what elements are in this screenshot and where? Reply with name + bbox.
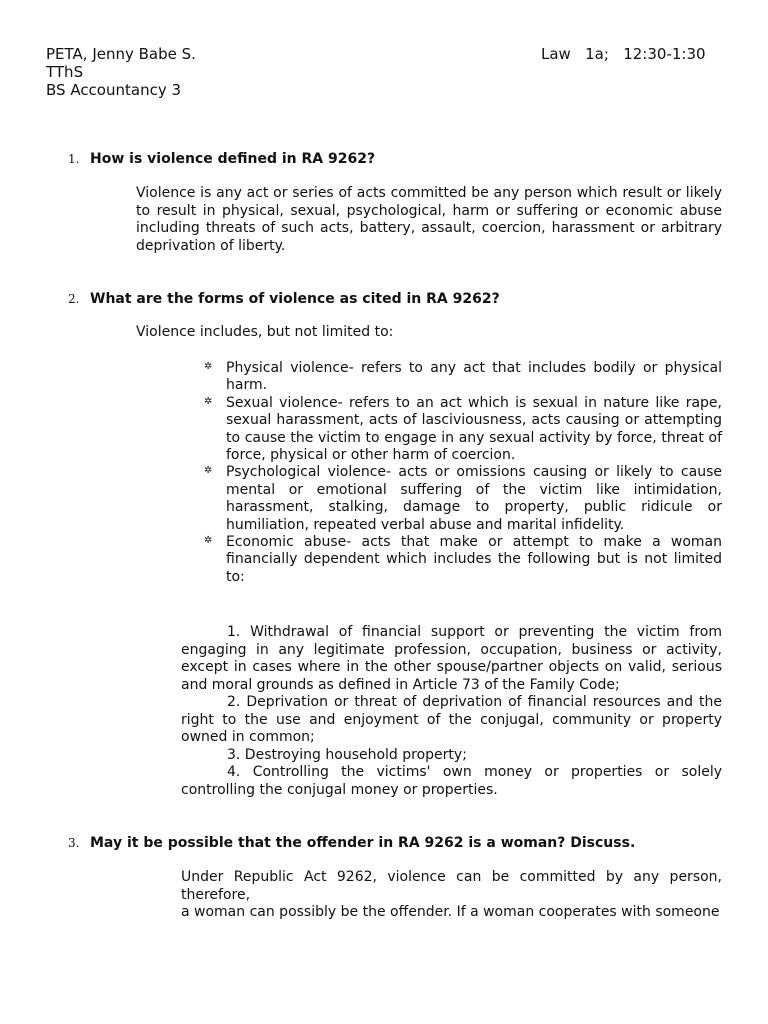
list-item [204, 360, 722, 395]
list-item: 2. Deprivation or threat of deprivation of financial resources and the right to the use and enjoyment of the conjugal, community or property owned in common; [181, 694, 722, 745]
form-text: Psychological violence- acts or omissions causing or likely to cause mental or emotional suffering of the victim like intimidation, harassment, stalking, damage to property, public ridicule or humiliation, repeated verbal abuse and marital infidelity. [226, 464, 722, 533]
form-text: Sexual violence- refers to an act which is sexual in nature like rape, sexual harassment, acts of lasciviousness, acts causing or attempting to cause the victim to engage in any sexual activity by force, threat of force, physical or other harm of coercion. [226, 394, 722, 464]
form-text: Economic abuse- acts that make or attempt to make a woman financially dependent which includes the following but is not limited to: [226, 534, 722, 585]
question-1 [68, 150, 375, 168]
course-info: Law 1a; 12:30-1:30 [541, 45, 706, 63]
question-number: 1. [68, 152, 80, 166]
economic-abuse-items [181, 624, 722, 799]
student-info [46, 45, 196, 99]
answer-2-intro: Violence includes, but not limited to: [136, 324, 394, 340]
star-bullet-icon: ✲ [204, 361, 213, 372]
answer-1: Violence is any act or series of acts committed be any person which result or likely to result in physical, sexual, psychological, harm or suffering or economic abuse including threats of such acts, battery, assault, coercion, harassment or arbitrary deprivation of liberty. [136, 185, 722, 254]
question-2 [68, 290, 500, 308]
form-text: Physical violence- refers to any act that includes bodily or physical harm. [226, 360, 722, 394]
question-3 [68, 834, 635, 852]
star-bullet-icon: ✲ [204, 465, 213, 477]
question-text: How is violence defined in RA 9262? [90, 151, 376, 167]
question-number: 3. [68, 836, 80, 850]
star-bullet-icon: ✲ [204, 395, 213, 407]
list-item [204, 534, 722, 586]
violence-forms-list [204, 360, 722, 586]
list-item [204, 464, 722, 534]
list-item: 3. Destroying household property; [227, 746, 467, 763]
student-name: PETA, Jenny Babe S. [46, 45, 196, 63]
question-text: May it be possible that the offender in RA 9262 is a woman? Discuss. [90, 835, 636, 851]
star-bullet-icon: ✲ [204, 535, 213, 547]
answer-line: a woman can possibly be the offender. If a woman cooperates with someone [181, 904, 720, 921]
list-item: 1. Withdrawal of financial support or preventing the victim from engaging in any legitimate profession, occupation, business or activity, except in cases where in the other spouse/partner objects on valid, serious and moral grounds as defined in Article 73 of the Family Code; [181, 624, 722, 693]
answer-line: Under Republic Act 9262, violence can be committed by any person, therefore, [181, 869, 722, 903]
question-number: 2. [68, 292, 80, 306]
list-item: 4. Controlling the victims' own money or properties or solely controlling the conjugal money or properties. [181, 764, 722, 798]
schedule-days: TThS [46, 63, 84, 81]
answer-3 [181, 869, 722, 922]
list-item [204, 395, 722, 465]
program-name: BS Accountancy 3 [46, 81, 182, 99]
question-text: What are the forms of violence as cited in RA 9262? [90, 291, 500, 307]
